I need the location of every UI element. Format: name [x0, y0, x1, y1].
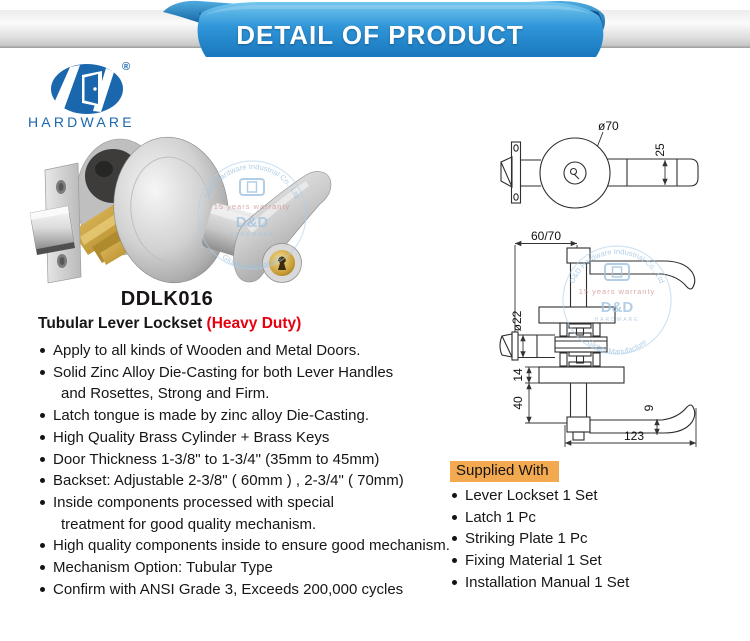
watermark-brand-sub: HARDWARE [229, 232, 275, 238]
product-photo [0, 125, 380, 315]
feature-text: Solid Zinc Alloy Die-Casting for both Lever Handles [53, 363, 394, 381]
registered-trademark-icon: ® [122, 61, 131, 73]
bullet-icon [40, 413, 45, 418]
bullet-icon [452, 558, 457, 563]
product-code: DDLK016 [120, 288, 214, 310]
supplied-item [450, 550, 700, 572]
bullet-icon [452, 493, 457, 498]
dim-lever-width: 25 [653, 143, 667, 157]
watermark-arc-bottom: Global Manufacture [585, 337, 649, 357]
feature-list [38, 312, 478, 600]
feature-item [38, 427, 478, 449]
supplied-item-text: Fixing Material 1 Set [465, 552, 602, 570]
dim-lever-thickness: 9 [642, 404, 656, 412]
feature-text: Backset: Adjustable 2-3/8" ( 60mm ) , 2-3/4" ( 70mm) [53, 472, 404, 490]
supplied-item-text: Striking Plate 1 Pc [465, 530, 588, 548]
dim-rose-to-lever: 40 [511, 396, 525, 410]
dim-backset: 60/70 [530, 229, 562, 243]
supplied-item [450, 507, 700, 529]
feature-item [38, 383, 478, 405]
bullet-icon [40, 587, 45, 592]
feature-item [38, 492, 478, 514]
dd-logo-icon [50, 63, 125, 115]
bullet-icon [452, 580, 457, 585]
bullet-icon [40, 478, 45, 483]
feature-text: Apply to all kinds of Wooden and Metal Doors. [53, 342, 361, 359]
drawing-side-view [501, 119, 698, 208]
bullet-icon [40, 500, 45, 505]
bullet-icon [40, 370, 45, 375]
feature-item [38, 535, 478, 557]
watermark-arc-top: D&D Hardware Industrial Co., Ltd [202, 161, 302, 200]
supplied-item-text: Lever Lockset 1 Set [465, 487, 598, 504]
feature-text: High Quality Brass Cylinder + Brass Keys [53, 428, 330, 446]
watermark-warranty: 15 years warranty [578, 287, 656, 296]
bullet-icon [452, 515, 457, 520]
feature-text: Mechanism Option: Tubular Type [53, 559, 273, 577]
feature-text: Door Thickness 1-3/8" to 1-3/4" (35mm to 45mm) [53, 450, 380, 468]
watermark-arc-bottom: Global Manufacture [220, 252, 284, 272]
feature-text: Confirm with ANSI Grade 3, Exceeds 200,000 cycles [53, 580, 404, 598]
feature-item [38, 579, 478, 601]
feature-item [38, 557, 478, 579]
bullet-icon [40, 435, 45, 440]
supplied-item [450, 528, 700, 550]
feature-item [38, 470, 478, 492]
product-title [38, 312, 478, 336]
latch-bolt [30, 206, 75, 255]
bullet-icon [40, 457, 45, 462]
drawing-top-view [500, 229, 696, 447]
supplied-item [450, 572, 700, 594]
watermark-brand: D&D [600, 299, 634, 316]
dim-rose-thickness: 14 [511, 368, 525, 382]
feature-text: Latch tongue is made by zinc alloy Die-Casting. [53, 407, 369, 425]
product-title-suffix: (Heavy Duty) [206, 315, 302, 332]
bullet-icon [40, 543, 45, 548]
feature-item [38, 362, 478, 384]
watermark-brand: D&D [235, 214, 269, 231]
feature-item [38, 449, 478, 471]
feature-text: treatment for good quality mechanism. [61, 515, 317, 533]
logo-brand-text: HARDWARE [28, 114, 135, 130]
watermark-arc-top: D&D Hardware Industrial Co., Ltd [567, 246, 667, 285]
watermark-warranty: 15 years warranty [213, 202, 291, 211]
supplied-with-section [450, 461, 700, 594]
bullet-icon [40, 565, 45, 570]
dim-latch-diameter: ø22 [510, 310, 524, 332]
supplied-item-text: Installation Manual 1 Set [465, 573, 630, 591]
bullet-icon [452, 536, 457, 541]
feature-text: and Rosettes, Strong and Firm. [61, 385, 270, 403]
feature-item [38, 405, 478, 427]
feature-text: Inside components processed with special [53, 493, 334, 511]
bullet-icon [40, 348, 45, 353]
dim-lever-length: 123 [623, 429, 645, 443]
supplied-with-heading: Supplied With [450, 461, 559, 482]
feature-text: High quality components inside to ensure good mechanism. [53, 537, 450, 555]
supplied-item-text: Latch 1 Pc [465, 508, 536, 526]
watermark-brand-sub: HARDWARE [594, 317, 640, 323]
feature-item [38, 340, 478, 362]
technical-drawings [480, 90, 750, 455]
supplied-item [450, 485, 700, 507]
dim-rose-diameter: ø70 [598, 119, 619, 133]
product-title-main: Tubular Lever Lockset [38, 315, 203, 332]
feature-item [38, 514, 478, 536]
page-title: DETAIL OF PRODUCT [236, 20, 524, 50]
